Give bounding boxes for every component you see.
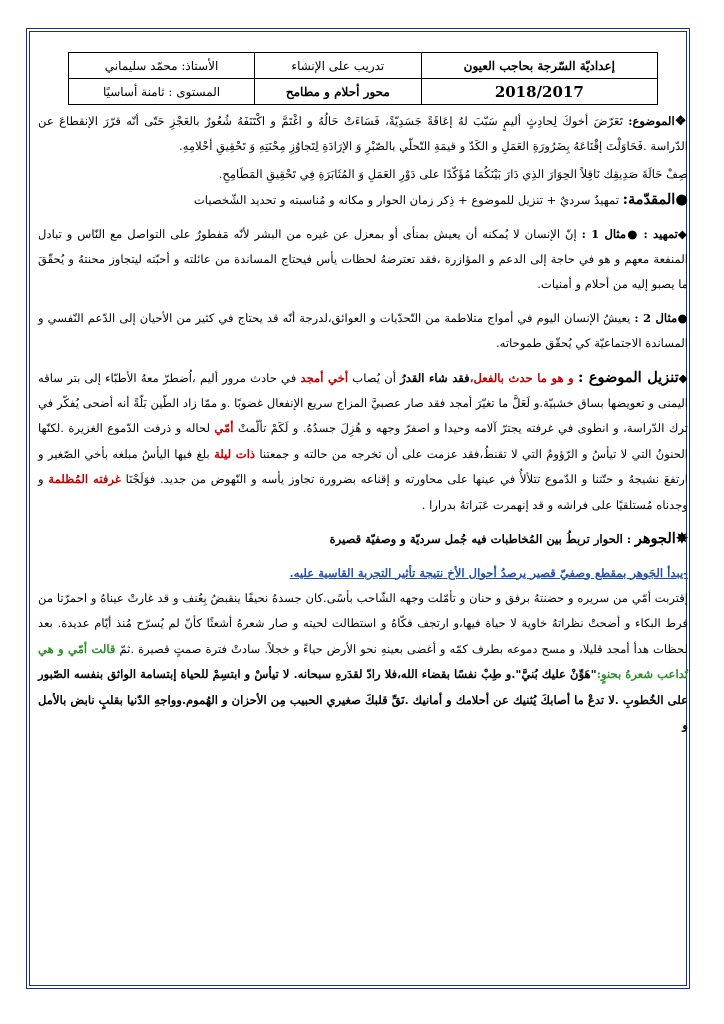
- body-start-text: -يبدأ الجَوهر بمقطع وصفيّ قصير يرصدُ أحوال الأخ نتيجة تأثير التجربة القاسية عليه.: [289, 565, 688, 580]
- school-year: 2018/2017: [421, 79, 657, 105]
- example-2-text: يعيشُ الإنسان اليوم في أمواج متلاطمة من التّحدّيات و العوائق،لدرجة أنّه قد يحتاج في كثير من الأحيان إلى الدّعم النّفسي و المساندة الاجتماعيّة كي يُحقّق طموحاته.: [38, 310, 688, 351]
- prelude-label: تمهيد :: [643, 226, 678, 241]
- star-bullet-icon: ✸: [675, 530, 688, 548]
- character-mother: أمّي: [214, 421, 234, 436]
- prelude-example-2: [38, 306, 688, 357]
- application-label: تنزيل الموضوع :: [577, 368, 679, 386]
- mother-speech-intro: قالت أمّي و هي تُداعب شعرهُ بحنوٍ:: [38, 641, 688, 682]
- narration-text-1: إقتربت أمّي من سريره و حضنتهُ برفق و حنان و تأمّلت وجهه الشّاحب بأسًى.كان جسدهُ نحيفًا ينقبضُ بِعُنف و قد غارتْ عيناهُ و احمرّتا من فرط البكاء و أضحتْ نظراتهُ خاوية لا حياة فيها،و ارتجف فكّاهُ و استطالت لحيته و صار شعرهُ أشعثًا كأنّ لم يُسرّح مُنذ أيّام عديدة. بعد لحظات هدأ أمجد قليلا، و مسح دموعه بطرف كمّه و أغضى بعينهِ نحو الأرض حياءً و خجلاً. سادتْ فترة صمتٍ قصيرة .ثمّ: [38, 590, 688, 656]
- narration-paragraph: [38, 586, 688, 738]
- time-marker: ذات ليلة: [214, 446, 256, 461]
- prelude-example-1: [38, 222, 688, 298]
- body-text: : الحوار تربطُ بين المُخاطبات فيه جُمل سرديّة و وصفيّة قصيرة: [329, 532, 632, 547]
- application-text-4: بلغ فيها اليأسُ مبلغه بأخي الصّغير و ارتفعَ نشيجهُ و حتّتنا و الدّموع تتلألأُ في عينها على محاورته و إقناعه بضرورة تجاوز يأسه و النّهوض من جديد. فوَلَجْنَا: [38, 446, 688, 487]
- teacher-name: الأستاذ: محمّد سليماني: [69, 53, 255, 79]
- topic-paragraph: [38, 109, 688, 160]
- application-text-5: و وجدناه مُستلقيًا على فراشه و قد إنهمرت عَبَراتهُ بدرارا .: [38, 472, 688, 512]
- application-text-2: في حادث مرور أليم ،اُضطرّ معهُ الأطبّاء إلى بتر ساقه اليمنى و تعويضها بساق خشبيّة.و لَعَلَّ ما تغيّرَ أمجد فقد صار عصبيَّ المزاج سريع الإنفعال غضوبًا .و ممّا زاد الطّين بَلّةً أنه أضحى يُفكّر في ترك الدّراسة، و انطوى في غرفته يجترّ آلامه وحيدا و اصفرّ وجهه و هُزِلَ جسدُهُ. و لَكَمْ تألّمتْ: [38, 370, 689, 436]
- application-bullet-icon: ◆: [678, 370, 689, 385]
- intro-bullet-icon: ●: [675, 191, 688, 209]
- topic-task: [38, 162, 688, 187]
- school-name: إعداديّة السّرجة بحاجب العيون: [421, 53, 657, 79]
- intro-line: [38, 187, 688, 213]
- header-table: [68, 52, 658, 105]
- class-level: المستوى : ثامنة أساسيًا: [69, 79, 255, 105]
- body-start-line: [38, 561, 688, 586]
- prelude-bullet-icon: ◆: [677, 226, 688, 241]
- topic-task-text: صِفْ حَالَةَ صَدِيقِك نَاقِلاً الحِوَارَ الذِي دَارَ بَيْنَكُمَا مُؤَكّدًا على دَوْرِ العَمَلِ وَ المُثَابَرَةِ فِي تَحْقِيقِ المَطَامِحِ.: [218, 166, 688, 181]
- example-1-label: ●مثال 1 :: [581, 226, 639, 241]
- application-red-1: و هو ما حدث بالفعل،: [469, 370, 574, 385]
- intro-text: تمهيدٌ سرديٌ + تنزيل للموضوع + ذِكر زمان الحوار و مكانه و مُناسبته و تحديد الشّخصيات: [193, 193, 619, 208]
- application-paragraph: [38, 365, 688, 518]
- example-1-text: إنّ الإنسان لا يُمكنه أن يعيش بمنأى أو بمعزل عن غيره من البشر لأنّه مَفطورٌ على التواصل مع النّاس و تبادل المنفعة معهم و هو في حاجة إلى الدعم و المؤازرة ،فقد تعترضهُ لحظات يأس فيحتاج المساندة من عائلته و أحبّته ليتجاوز محنتهُ و يُحقّقَ ما يصبو إليه من أحلام و أمنيات.: [38, 226, 688, 292]
- diamond-bullet-icon: ❖: [674, 114, 689, 129]
- mother-quote: "هَوِّنْ عليك بُنيَّ".و طِبْ نفسًا بقضاء الله،فلا رادّ لقدَرهِ سبحانه. لا تيأسْ و ابتسِمْ للحياة إبتسامة الواثق بنفسه الصّبور على الخُطوبِ .لا تدعْ ما أصابكَ يُثنيك عن أحلامك و أمانيك .نَقِّ قلبكَ صغيري الحبيب مِن الأحزان و الهُموم.وواجهِ الدّنيا بقلبٍ نابض بالأمل و: [38, 667, 688, 732]
- intro-label: المقدّمة:: [622, 191, 676, 209]
- worksheet: [38, 52, 688, 738]
- place-marker: غرفته المُظلمة: [48, 472, 121, 487]
- body-line: [38, 526, 688, 552]
- application-red-2: فقد شاء القدرُ: [400, 370, 470, 385]
- axis-title: محور أحلام و مطامح: [255, 79, 422, 105]
- body-label: الجوهر: [634, 530, 676, 548]
- character-brother: أخي أمجد: [300, 370, 349, 385]
- application-text-1: أن يُصاب: [352, 370, 396, 385]
- example-2-label: ●مثال 2 :: [634, 310, 688, 325]
- application-text-3: لحاله و ذرفت الدّموع الغزيرة .لكنّها الحنونُ التي لا تيأسُ و الرّؤومُ التي لا تقنطُ،فقد عزمت على أن تخرجه من حالته و جمعتنا: [38, 421, 689, 461]
- training-title: تدريب على الإنشاء: [255, 53, 422, 79]
- topic-label: الموضوع:: [628, 114, 675, 128]
- topic-text: تَعَرّضَ أخوكَ لِحادِثٍ أليمٍ سَبّبَ لهُ إعَاقَةً جَسَدِيّةً، فَسَاءَتْ حَالُهُ و اغْتَمَّ و اكْتَنَفَهُ شُعُورٌ بالعَجْزِ حَتّى أنّه قرّرَ الإنقطاعَ عن الدّراسة .فَحَاوَلْتَ إقْنَاعَهُ بِضَرُورَةِ العَمَلِ و الكَدّ و قيمَةِ التّحلّي بالصّبْرِ وَ الإرَادَةِ لِتَجاوُزِ مِحْنَتِهِ وَ تَحْقِيقِ أحْلامِهِ.: [38, 114, 688, 154]
